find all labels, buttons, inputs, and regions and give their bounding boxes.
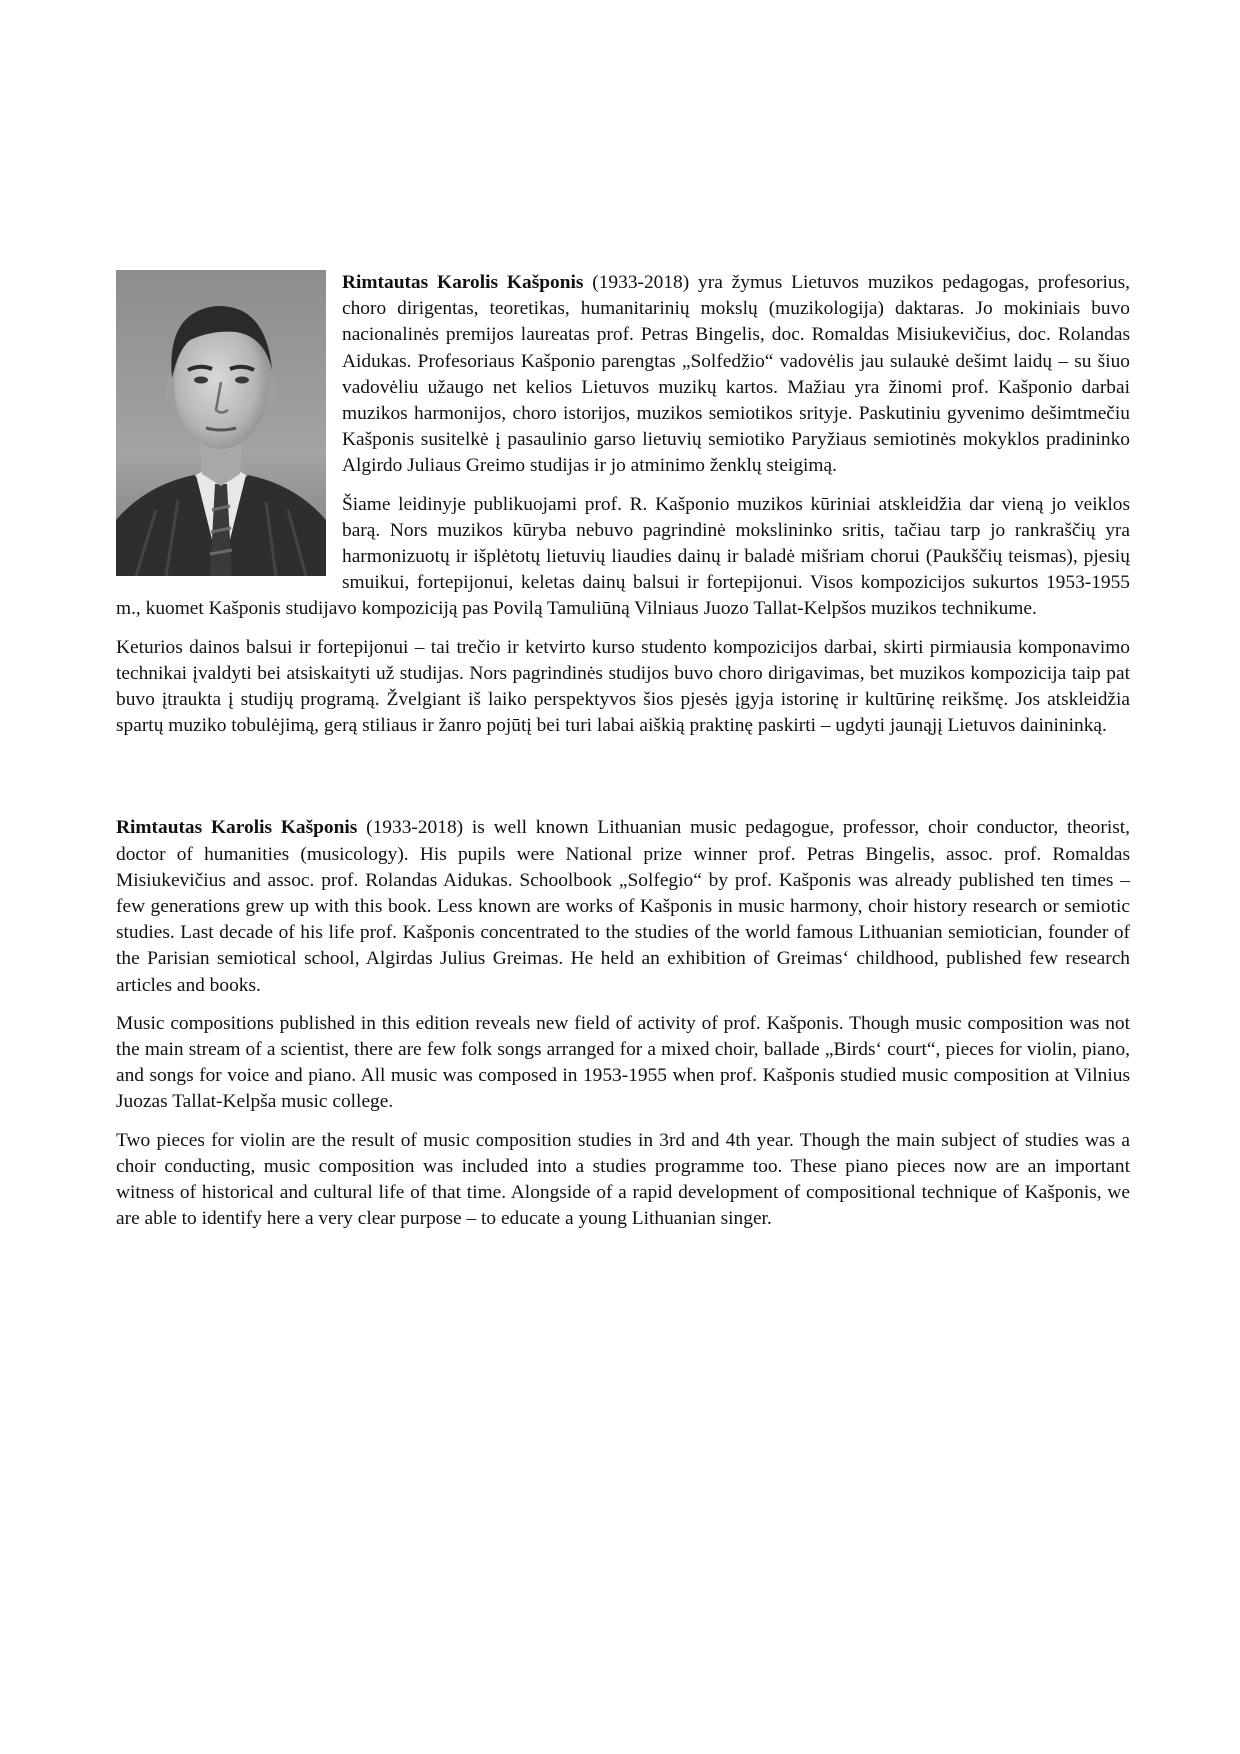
- lt-paragraph-1-text: (1933-2018) yra žymus Lietuvos muzikos pedagogas, profesorius, choro dirigentas, teoretikas, humanitarinių mokslų (muzikologija) daktaras. Jo mokiniais buvo nacionalinės premijos laureatas prof. Petras Bingelis, doc. Romaldas Misiukevičius, doc. Rolandas Aidukas. Profesoriaus Kašponio parengtas „Solfedžio“ vadovėlis jau sulaukė dešimt laidų – su šiuo vadovėliu užaugo net kelios Lietuvos muzikų kartos. Mažiau yra žinomi prof. Kašponio darbai muzikos harmonijos, choro istorijos, muzikos semiotikos srityje. Paskutiniu gyvenimo dešimtmečiu Kašponis susitelkė į pasaulinio garso lietuvių semiotiko Paryžiaus semiotinės mokyklos pradininko Algirdo Juliaus Greimo studijas ir jo atminimo ženklų steigimą.: [342, 272, 1130, 477]
- en-paragraph-1: [116, 815, 1130, 998]
- en-person-name: Rimtautas Karolis Kašponis: [116, 817, 358, 839]
- document-page: [116, 270, 1130, 1233]
- en-paragraph-3: Two pieces for violin are the result of music composition studies in 3rd and 4th year. Though the main subject of studies was a choir conducting, music composition was included into a studies programme too. These piano pieces now are an important witness of historical and cultural life of that time. Alongside of a rapid development of compositional technique of Kašponis, we are able to identify here a very clear purpose – to educate a young Lithuanian singer.: [116, 1129, 1130, 1230]
- lt-paragraph-2: Šiame leidinyje publikuojami prof. R. Kašponio muzikos kūriniai atskleidžia dar vieną jo veiklos barą. Nors muzikos kūryba nebuvo pagrindinė mokslininko sritis, tačiau tarp jo rankraščių yra harmonizuotų ir išplėtotų lietuvių liaudies dainų ir baladė mišriam chorui (Paukščių teismas), pjesių smuikui, fortepijonui, keletas dainų balsui ir fortepijonui. Visos kompozicijos sukurtos 1953-1955 m., kuomet Kašponis studijavo kompoziciją pas Povilą Tamuliūną Vilniaus Juozo Tallat-Kelpšos muzikos technikume.: [116, 493, 1130, 620]
- english-section: [116, 815, 1130, 1232]
- portrait-photo: [116, 270, 326, 576]
- lt-person-name: Rimtautas Karolis Kašponis: [342, 272, 584, 293]
- lithuanian-section: [116, 270, 1130, 739]
- en-paragraph-1-text: (1933-2018) is well known Lithuanian music pedagogue, professor, choir conductor, theorist, doctor of humanities (musicology). His pupils were National prize winner prof. Petras Bingelis, assoc. prof. Romaldas Misiukevičius and assoc. prof. Rolandas Aidukas. Schoolbook „Solfegio“ by prof. Kašponis was already published ten times – few generations grew up with this book. Less known are works of Kašponis in music harmony, choir history research or semiotic studies. Last decade of his life prof. Kašponis concentrated to the studies of the world famous Lithuanian semiotician, founder of the Parisian semiotical school, Algirdas Julius Greimas. He held an exhibition of Greimas‘ childhood, published few research articles and books.: [116, 817, 1131, 996]
- portrait-illustration: [116, 270, 326, 576]
- lt-paragraph-3: Keturios dainos balsui ir fortepijonui – tai trečio ir ketvirto kurso studento kompozicijos darbai, skirti pirmiausia komponavimo technikai įvaldyti bei atsiskaityti už studijas. Nors pagrindinės studijos buvo choro dirigavimas, bet muzikos kompozicija taip pat buvo įtraukta į studijų programą. Žvelgiant iš laiko perspektyvos šios pjesės įgyja istorinę ir kultūrinę reikšmę. Jos atskleidžia spartų muziko tobulėjimą, gerą stiliaus ir žanro pojūtį bei turi labai aiškią praktinę paskirti – ugdyti jaunąjį Lietuvos dainininką.: [116, 636, 1130, 737]
- en-paragraph-2: Music compositions published in this edition reveals new field of activity of prof. Kašponis. Though music composition was not the main stream of a scientist, there are few folk songs arranged for a mixed choir, ballade „Birds‘ court“, pieces for violin, piano, and songs for voice and piano. All music was composed in 1953-1955 when prof. Kašponis studied music composition at Vilnius Juozas Tallat-Kelpša music college.: [116, 1012, 1130, 1113]
